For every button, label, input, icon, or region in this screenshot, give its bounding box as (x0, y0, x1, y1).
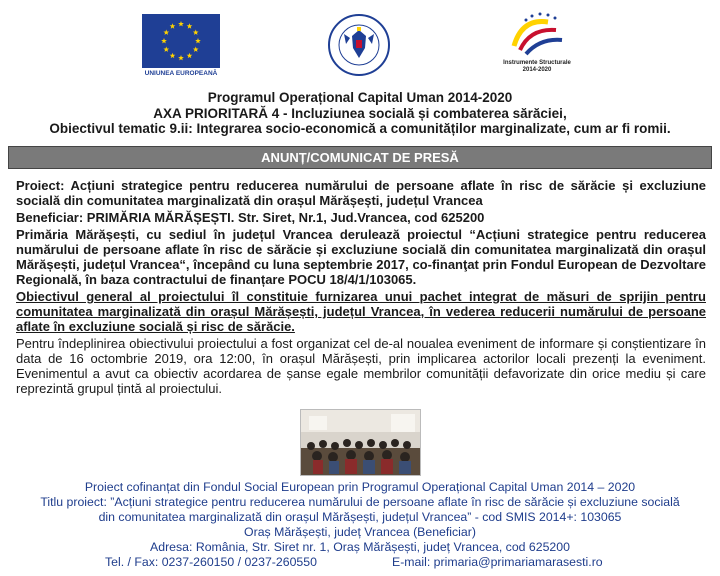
project-paragraph: Proiect: Acțiuni strategice pentru reducerea numărului de persoane aflate în risc de sărăcie și excluziune socială din comunitatea marginalizată din orașul Mărășești, județul Vrancea (16, 178, 706, 208)
press-release-banner: ANUNȚ/COMUNICAT DE PRESĂ (8, 146, 712, 169)
footer-contact-row (0, 555, 720, 570)
objective-paragraph: Obiectivul general al proiectului îl constituie furnizarea unui pachet integrat de măsuri de sprijin pentru comunitatea marginalizată din orașul Mărășești, județul Vrancea, în vederea reducerii numărului de persoane aflate în excluziune socială și risc de sărăcie. (16, 289, 706, 334)
eu-logo (142, 14, 220, 80)
beneficiary-paragraph: Beneficiar: PRIMĂRIA MĂRĂȘEȘTI. Str. Siret, Nr.1, Jud.Vrancea, cod 625200 (16, 210, 485, 225)
footer-phone: Tel. / Fax: 0237-260150 / 0237-260550 (105, 555, 317, 569)
header-line-3: Obiectivul tematic 9.ii: Integrarea socio-economică a comunităților marginalizate, cum ar fi romii. (49, 121, 671, 136)
footer-line-2: Titlu proiect: ”Acțiuni strategice pentru reducerea numărului de persoane aflate în risc de sărăcie și excluziune socială (40, 495, 680, 509)
intro-paragraph: Primăria Mărășești, cu sediul în județul Vrancea derulează proiectul “Acțiuni strategice pentru reducerea numărului de persoane aflate în risc de sărăcie și excluziune socială din comunitatea marginalizată din orașul Mărășești, județul Vrancea“, începând cu luna septembrie 2017, co-finanţat prin Fondul European de Dezvoltare Regională, în baza contractului de finanțare POCU 18/4/1/103065. (16, 227, 706, 287)
event-paragraph: Pentru îndeplinirea obiectivului proiectului a fost organizat cel de-al noualea eveniment de informare și conștientizare în data de 16 octombrie 2019, ora 12:00, în orașul Mărășești, prin implicarea actorilor locali prezenți la eveniment. Evenimentul a avut ca obiectiv acordarea de șanse egale membrilor comunității defavorizate din orice mediu și care reprezintă grupul țintă al proiectului. (16, 336, 706, 396)
structural-instruments-icon (500, 10, 574, 58)
eu-caption: UNIUNEA EUROPEANĂ (144, 70, 218, 77)
government-logo (328, 14, 390, 76)
logo-strip (0, 0, 720, 88)
structural-instruments-logo (500, 10, 574, 80)
footer-line-5: Adresa: România, Str. Siret nr. 1, Oraș Mărășești, județ Vrancea, cod 625200 (150, 540, 570, 554)
eu-flag-icon (142, 14, 220, 68)
structural-instruments-caption (500, 60, 574, 74)
press-release-body (16, 178, 706, 398)
footer (0, 480, 720, 570)
program-header (0, 90, 720, 137)
is-caption-line1: Instrumente Structurale (503, 60, 571, 66)
footer-line-3: din comunitatea marginalizată din orașul Mărășești, județul Vrancea” - cod SMIS 2014+: 103065 (98, 510, 622, 524)
event-photo (300, 409, 421, 476)
is-caption-line2: 2014-2020 (522, 67, 552, 73)
footer-line-1: Proiect cofinanțat din Fondul Social European prin Programul Operațional Capital Uman 2014 – 2020 (84, 480, 636, 494)
event-audience-photo-icon (301, 410, 421, 476)
footer-email[interactable]: E-mail: primaria@primariamarasesti.ro (392, 555, 603, 569)
footer-line-4: Oraș Mărășești, județ Vrancea (Beneficiar) (244, 525, 476, 539)
header-line-2: AXA PRIORITARĂ 4 - Incluziunea socială și combaterea sărăciei, (153, 105, 567, 121)
header-line-1: Programul Operațional Capital Uman 2014-2020 (207, 90, 513, 105)
romanian-coat-of-arms-icon (328, 14, 390, 76)
